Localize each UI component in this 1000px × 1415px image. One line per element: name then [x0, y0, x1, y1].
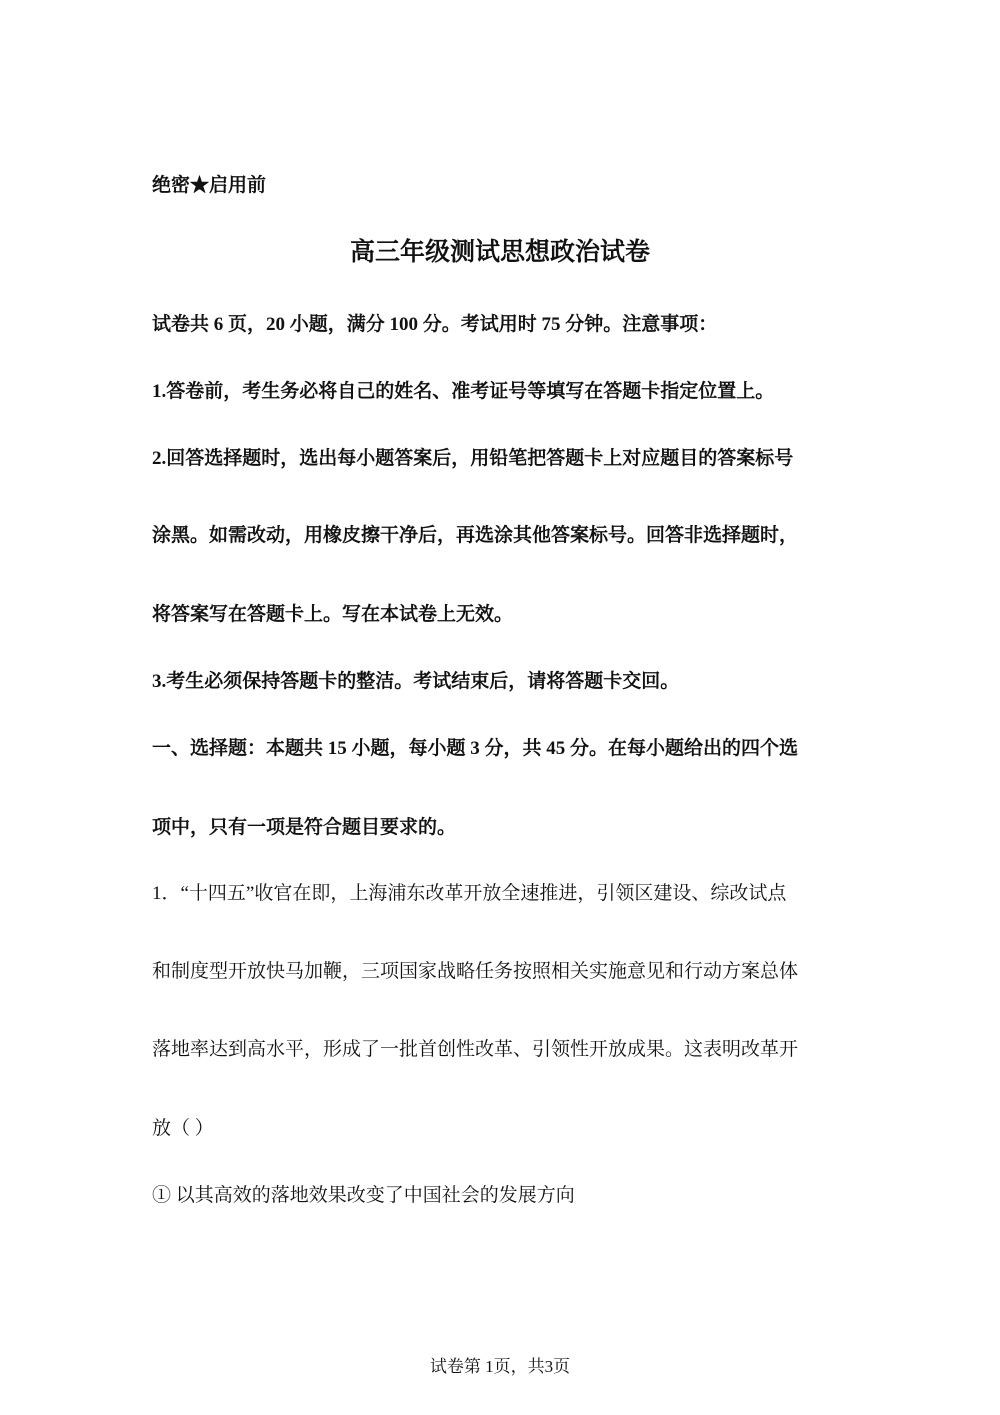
instruction-item-3: 3.考生必须保持答题卡的整洁。考试结束后，请将答题卡交回。	[152, 671, 680, 692]
instructions-intro: 试卷共 6 页，20 小题，满分 100 分。考试用时 75 分钟。注意事项：	[152, 314, 718, 335]
question-1-option-1: ① 以其高效的落地效果改变了中国社会的发展方向	[152, 1185, 575, 1206]
page-footer: 试卷第 1页，共3页	[429, 1357, 571, 1376]
question-1-line-2: 和制度型开放快马加鞭，三项国家战略任务按照相关实施意见和行动方案总体	[152, 961, 799, 982]
exam-title: 高三年级测试思想政治试卷	[349, 239, 650, 266]
question-1-line-3: 落地率达到高水平，形成了一批首创性改革、引领性开放成果。这表明改革开	[152, 1039, 799, 1060]
section-heading-line-1: 一、选择题：本题共 15 小题，每小题 3 分，共 45 分。在每小题给出的四个选	[152, 738, 799, 759]
question-1-line-4: 放（ ）	[152, 1118, 214, 1139]
instruction-item-2-line-2: 涂黑。如需改动，用橡皮擦干净后，再选涂其他答案标号。回答非选择题时，	[152, 525, 799, 546]
question-1-line-1: 1．“十四五”收官在即，上海浦东改革开放全速推进，引领区建设、综改试点	[152, 883, 787, 904]
classification-label: 绝密★启用前	[152, 175, 267, 196]
instruction-item-1: 1.答卷前，考生务必将自己的姓名、准考证号等填写在答题卡指定位置上。	[152, 381, 775, 402]
instruction-item-2-line-3: 将答案写在答题卡上。写在本试卷上无效。	[152, 604, 514, 625]
instruction-item-2-line-1: 2.回答选择题时，选出每小题答案后，用铅笔把答题卡上对应题目的答案标号	[152, 448, 794, 469]
section-heading-line-2: 项中，只有一项是符合题目要求的。	[152, 817, 457, 838]
